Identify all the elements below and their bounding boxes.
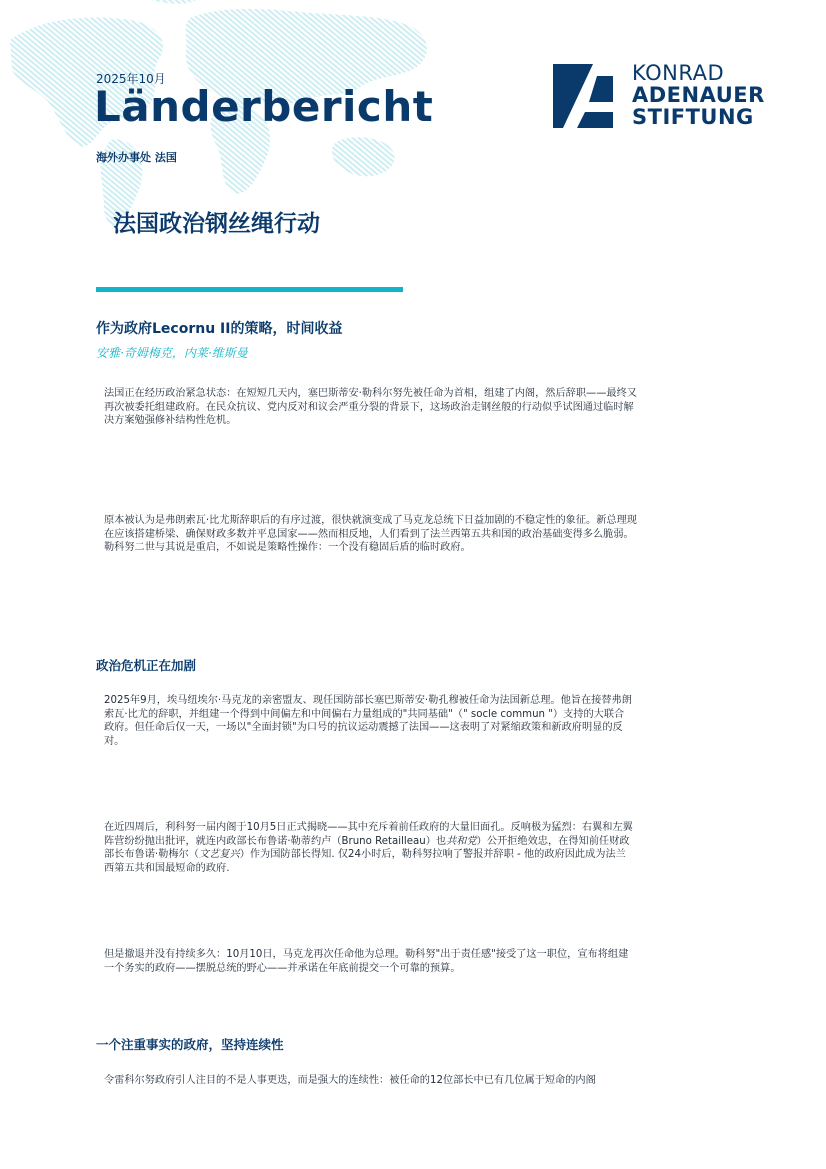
logo-line-2: ADENAUER [632,83,765,107]
body-paragraph-2 [104,821,634,875]
text-run: ）公开拒绝效忠，在得知前任财政部长布鲁诺·勒梅尔（ [104,835,630,861]
summary-paragraph-2: 原本被认为是弗朗索瓦·比尤斯辞职后的有序过渡，很快就演变成了马克龙总统下日益加剧的不稳定性的象征。新总理现在应该搭建桥梁、确保财政多数并平息国家——然而相反地，人们看到了法兰西第五共和国的政治基础变得多么脆弱。勒科努二世与其说是重启，不如说是策略性操作：一个没有稳固后盾的临时政府。 [104,515,637,554]
logo-line-3: STIFTUNG [632,105,754,129]
document-title: 法国政治钢丝绳行动 [113,211,320,237]
publication-title: Länderbericht [94,82,434,131]
party-name-italic: 文艺复兴 [198,849,240,861]
body-paragraph-4: 令雷科尔努政府引人注目的不是人事更迭，而是强大的连续性：被任命的12位部长中已有几位属于短命的内阁 [104,1075,596,1086]
body-paragraph-3: 但是撤退并没有持续多久：10月10日，马克龙再次任命他为总理。勒科努"出于责任感"接受了这一职位，宣布将组建一个务实的政府——摆脱总统的野心——并承诺在年底前提交一个可靠的预算。 [104,949,629,974]
kas-logo-text [632,62,765,128]
summary-paragraph-1: 法国正在经历政治紧急状态：在短短几天内，塞巴斯蒂安·勒科尔努先被任命为首相，组建了内阁，然后辞职——最终又再次被委托组建政府。在民众抗议、党内反对和议会严重分裂的背景下，这场政治走钢丝般的行动似乎试图通过临时解决方案勉强修补结构性危机。 [104,388,637,427]
section-heading-crisis: 政治危机正在加剧 [96,658,197,673]
document-subtitle: 作为政府Lecornu II的策略，时间收益 [96,321,343,337]
title-divider [96,287,403,292]
body-paragraph-1: 2025年9月，埃马纽埃尔·马克龙的亲密盟友、现任国防部长塞巴斯蒂安·勒孔穆被任命为法国新总理。他旨在接替弗朗索瓦·比尤的辞职，并组建一个得到中间偏左和中间偏右力量组成的"共同基础"（" socle commun "）支持的大联合政府。但任命后仅一天，一场以"全面封锁"为口号的抗议运动震撼了法国——这表明了对紧缩政策和新政府明显的反对。 [104,695,632,747]
report-date: 2025年10月 [96,72,166,86]
party-name-italic: 共和党 [446,835,477,847]
section-heading-continuity: 一个注重事实的政府，坚持连续性 [96,1037,284,1052]
logo-line-1: KONRAD [632,61,725,85]
text-run: 在近四周后，利科努一届内阁于10月5日正式揭晓——其中充斥着前任政府的大量旧面孔。反响极为猛烈：右翼和左翼阵营纷纷抛出批评，就连内政部长布鲁诺·勒蒂约卢（Bruno Retailleau）也 [104,822,633,847]
authors: 安雅·奇姆梅克，内莱·维斯曼 [96,346,248,360]
text-run: ）作为国防部长得知. 仅24小时后，勒科努拉响了警报并辞职 - 他的政府因此成为法兰西第五共和国最短命的政府. [104,849,626,874]
office-label: 海外办事处 法国 [96,151,177,164]
